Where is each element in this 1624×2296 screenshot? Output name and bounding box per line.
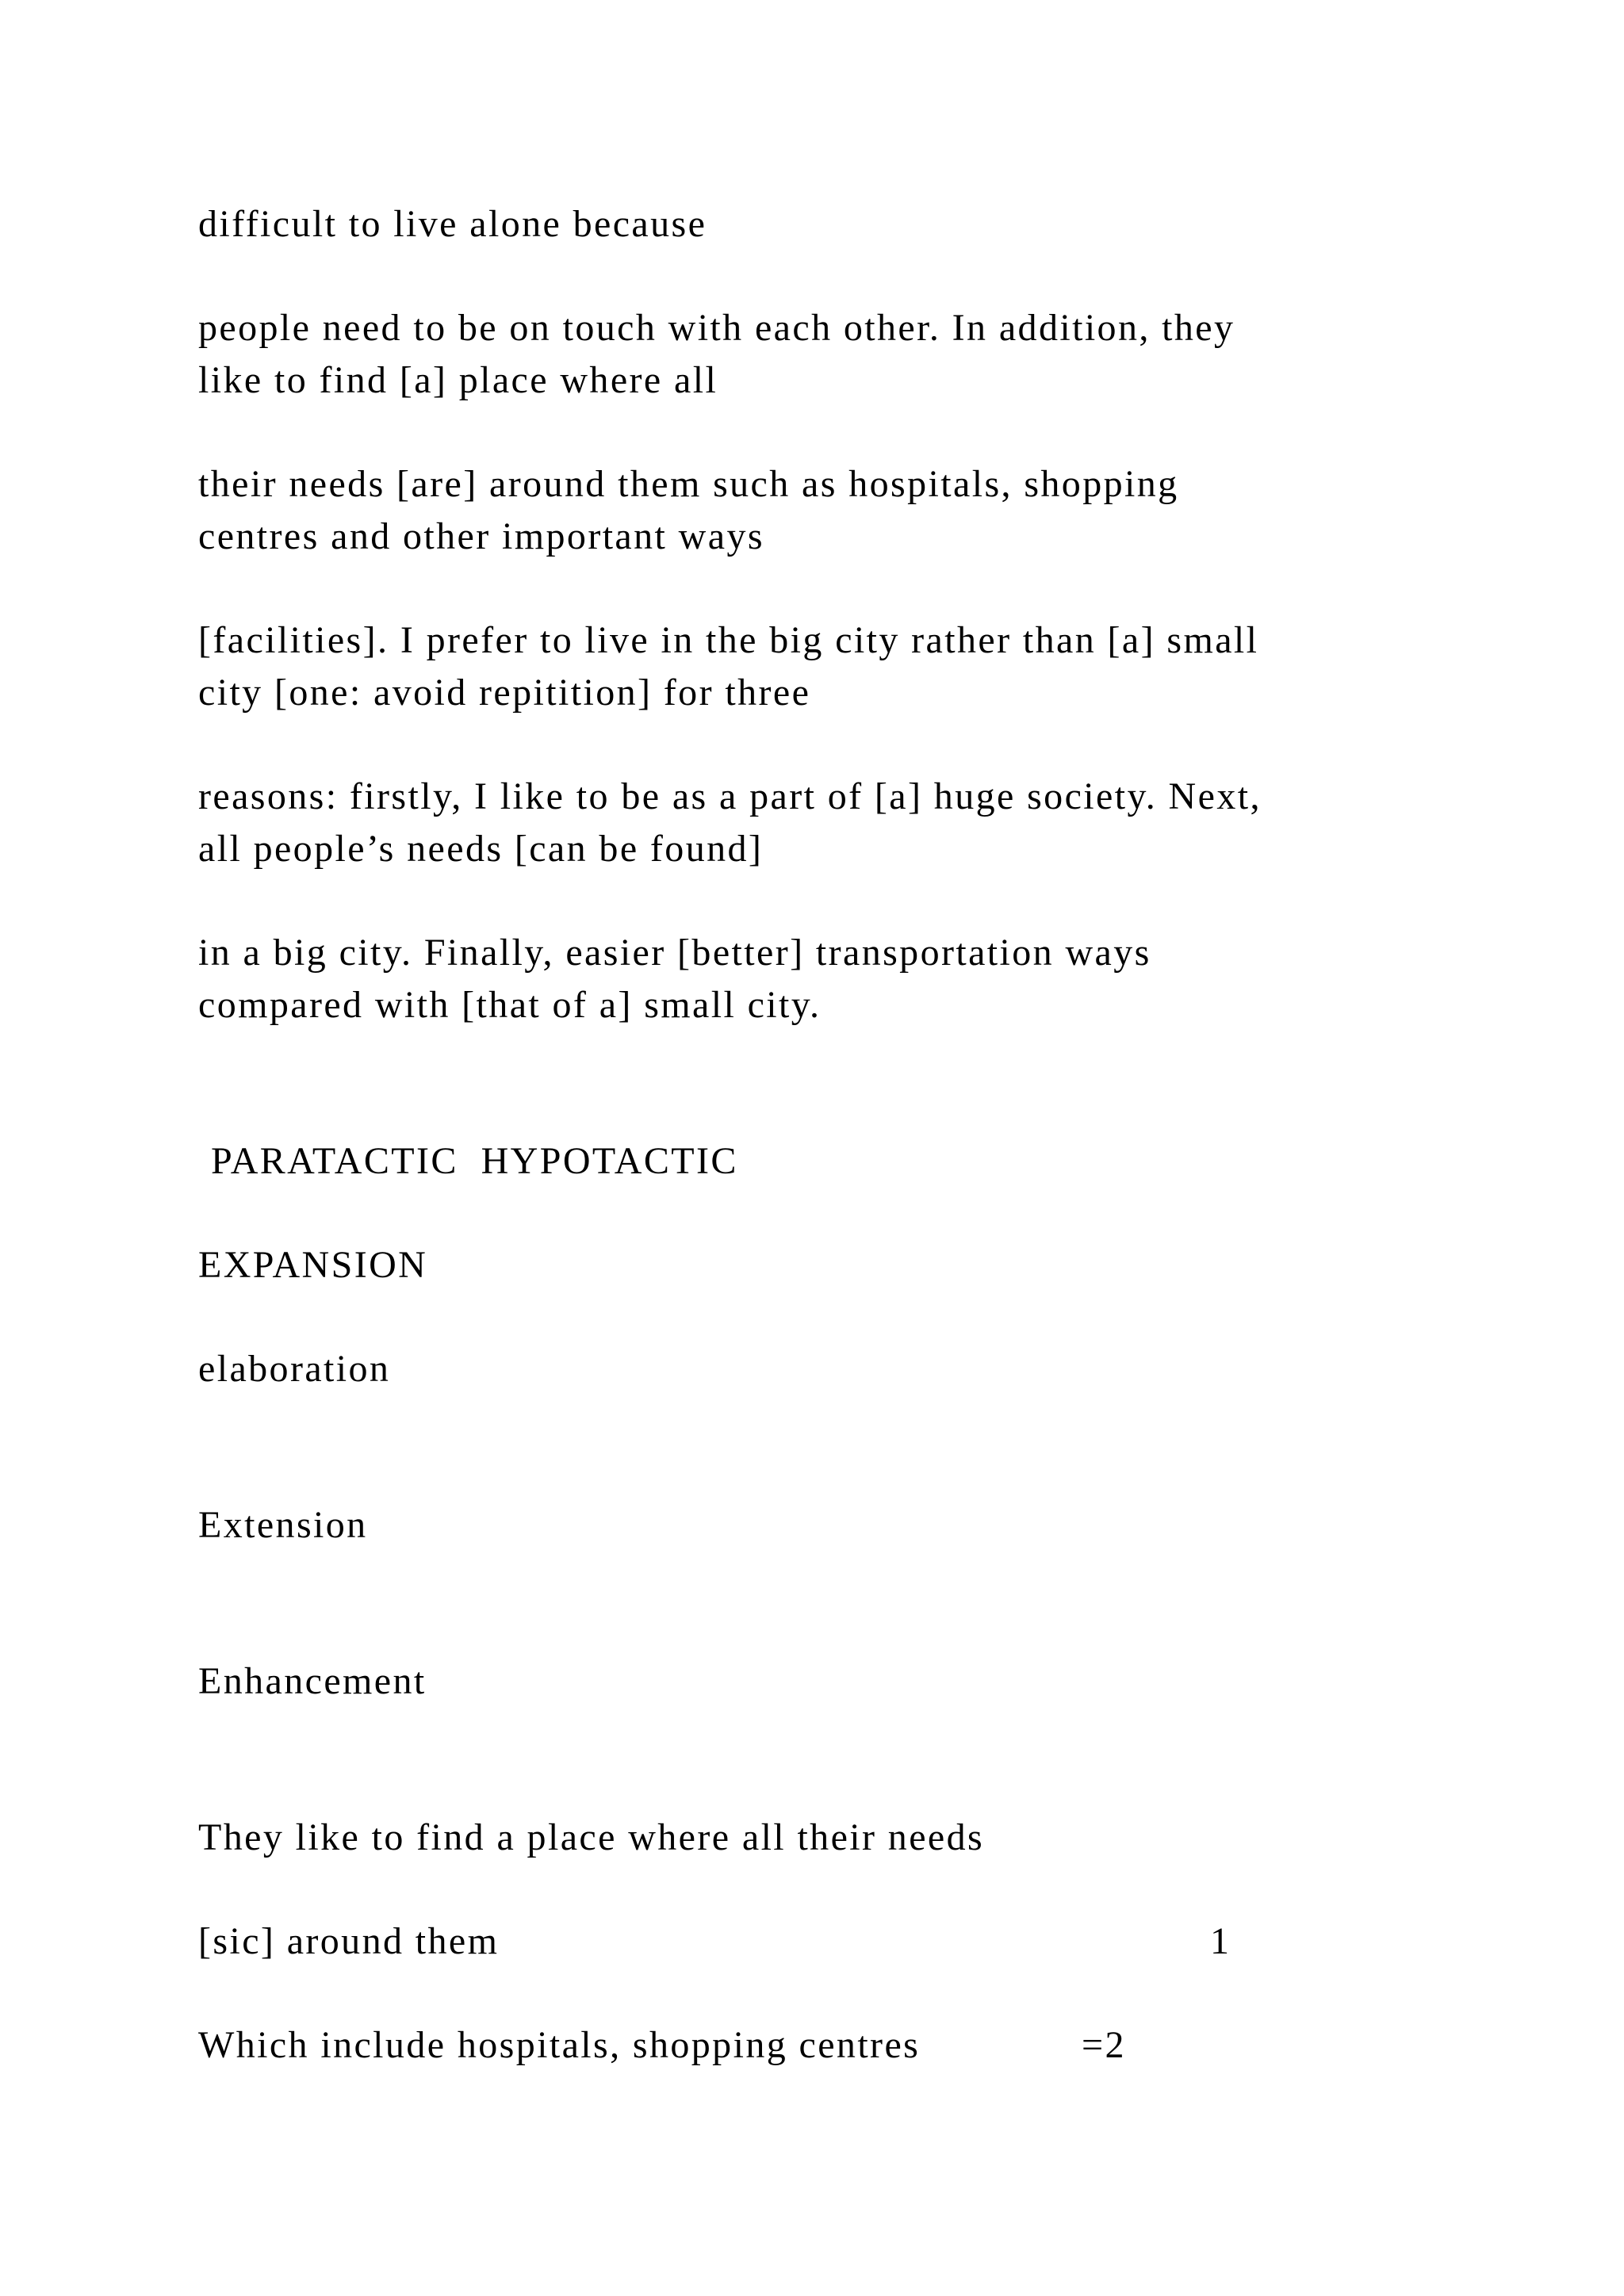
category-extension: Extension	[198, 1504, 368, 1546]
header-paratactic: PARATACTIC	[211, 1140, 458, 1182]
paragraph-line: in a big city. Finally, easier [better] transportation ways	[198, 932, 1151, 974]
analysis-tag: =2	[1082, 2024, 1126, 2066]
expansion-heading: EXPANSION	[198, 1244, 428, 1286]
paragraph-line: compared with [that of a] small city.	[198, 984, 822, 1026]
analysis-clause: Which include hospitals, shopping centres	[198, 2024, 921, 2066]
table-header	[211, 1135, 738, 1188]
category-elaboration: elaboration	[198, 1348, 391, 1390]
paragraph-line: reasons: firstly, I like to be as a part of [a] huge society. Next,	[198, 775, 1262, 817]
paragraph-line: difficult to live alone because	[198, 203, 707, 245]
paragraph-line: city [one: avoid repitition] for three	[198, 672, 811, 714]
paragraph-line: their needs [are] around them such as hospitals, shopping	[198, 463, 1179, 505]
paragraph-line: all people’s needs [can be found]	[198, 828, 764, 870]
paragraph-line: like to find [a] place where all	[198, 359, 718, 401]
analysis-clause: They like to find a place where all their needs	[198, 1816, 985, 1858]
analysis-clause: [sic] around them	[198, 1920, 500, 1962]
paragraph-line: centres and other important ways	[198, 515, 764, 557]
paragraph-line: people need to be on touch with each other. In addition, they	[198, 307, 1235, 349]
category-enhancement: Enhancement	[198, 1660, 427, 1702]
analysis-tag: 1	[1210, 1920, 1231, 1962]
paragraph-line: [facilities]. I prefer to live in the big city rather than [a] small	[198, 619, 1259, 661]
header-hypotactic: HYPOTACTIC	[481, 1140, 738, 1182]
